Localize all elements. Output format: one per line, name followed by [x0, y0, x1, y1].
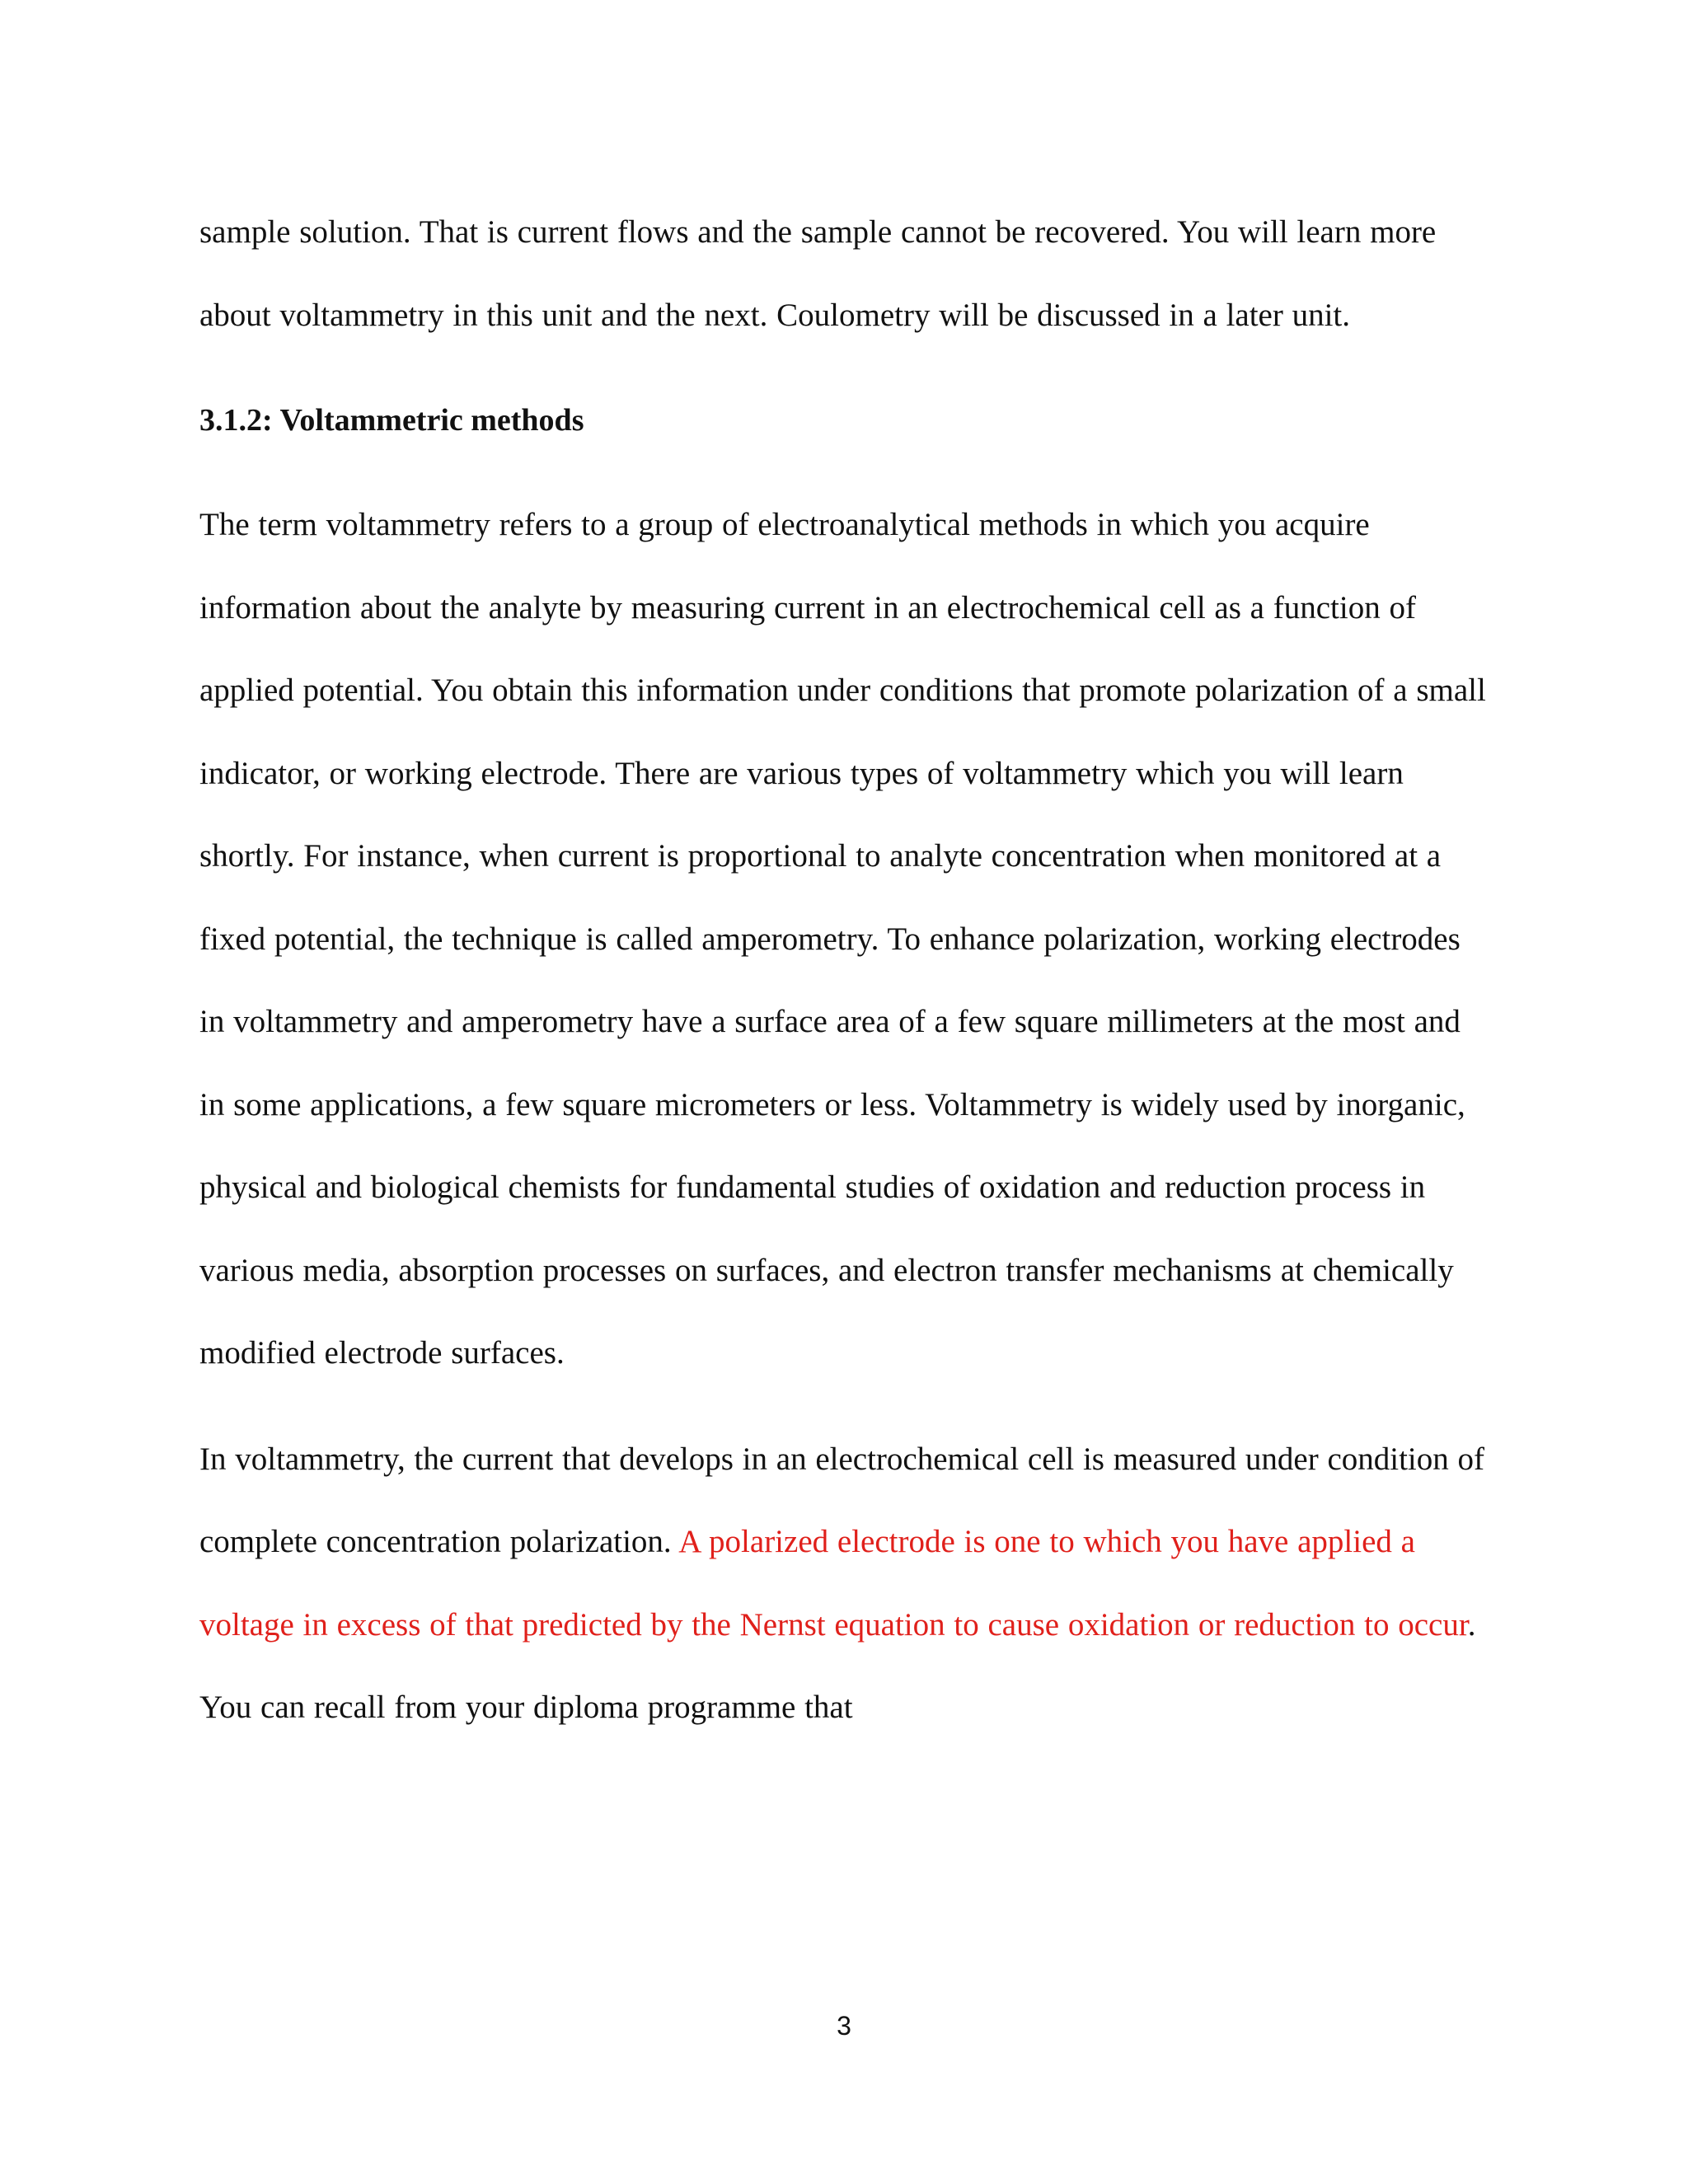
paragraph-polarization-end: . You can recall from your diploma programme that [199, 1606, 1476, 1725]
page-content [199, 191, 1493, 1750]
paragraph-polarization [199, 1418, 1493, 1750]
paragraph-voltammetry-definition: The term voltammetry refers to a group of electroanalytical methods in which you acquire information about the analyte by measuring current in an electrochemical cell as a function of applied potential. You obtain this information under conditions that promote polarization of a small indicator, or working electrode. There are various types of voltammetry which you will learn shortly. For instance, when current is proportional to analyte concentration when monitored at a fixed potential, the technique is called amperometry. To enhance polarization, working electrodes in voltammetry and amperometry have a surface area of a few square millimeters at the most and in some applications, a few square micrometers or less. Voltammetry is widely used by inorganic, physical and biological chemists for fundamental studies of oxidation and reduction process in various media, absorption processes on surfaces, and electron transfer mechanisms at chemically modified electrode surfaces. [199, 507, 1486, 1371]
section-heading: 3.1.2: Voltammetric methods [199, 403, 584, 438]
page-number: 3 [837, 2011, 851, 2041]
paragraph-polarization-start: In voltammetry, the current that develops in an electrochemical cell is measured under condition of complete concentration polarization. [199, 1441, 1484, 1559]
paragraph-intro: sample solution. That is current flows and the sample cannot be recovered. You will learn more about voltammetry in this unit and the next. Coulometry will be discussed in a later unit. [199, 214, 1437, 333]
polarized-electrode-highlight: A polarized electrode is one to which you have applied a voltage in excess of that predicted by the Nernst equation to cause oxidation or reduction to occur [199, 1524, 1468, 1643]
